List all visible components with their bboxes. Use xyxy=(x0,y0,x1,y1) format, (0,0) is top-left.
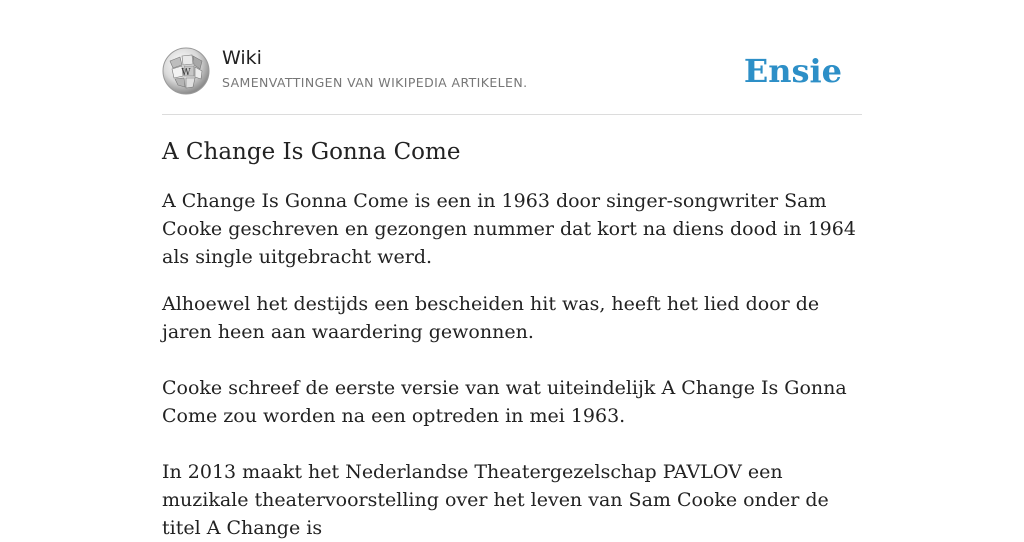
article-paragraph: In 2013 maakt het Nederlandse Theatergezelschap PAVLOV een muzikale theatervoorstelling over het leven van Sam Cooke onder de titel A Change is xyxy=(162,461,829,539)
article-title: A Change Is Gonna Come xyxy=(162,139,461,165)
article xyxy=(162,136,862,542)
wikipedia-globe-icon[interactable] xyxy=(162,47,210,95)
site-header xyxy=(162,44,862,115)
article-paragraph: A Change Is Gonna Come is een in 1963 door singer-songwriter Sam Cooke geschreven en gezongen nummer dat kort na diens dood in 1964 als single uitgebracht werd. xyxy=(162,190,856,268)
site-tagline: SAMENVATTINGEN VAN WIKIPEDIA ARTIKELEN. xyxy=(222,75,528,90)
article-paragraph: Cooke schreef de eerste versie van wat uiteindelijk A Change Is Gonna Come zou worden na een optreden in mei 1963. xyxy=(162,377,847,427)
svg-text:W: W xyxy=(181,68,191,78)
site-name[interactable]: Wiki xyxy=(222,47,262,69)
article-paragraph: Alhoewel het destijds een bescheiden hit was, heeft het lied door de jaren heen aan waardering gewonnen. xyxy=(162,293,820,343)
brand-logo-link[interactable]: Ensie xyxy=(743,52,842,90)
